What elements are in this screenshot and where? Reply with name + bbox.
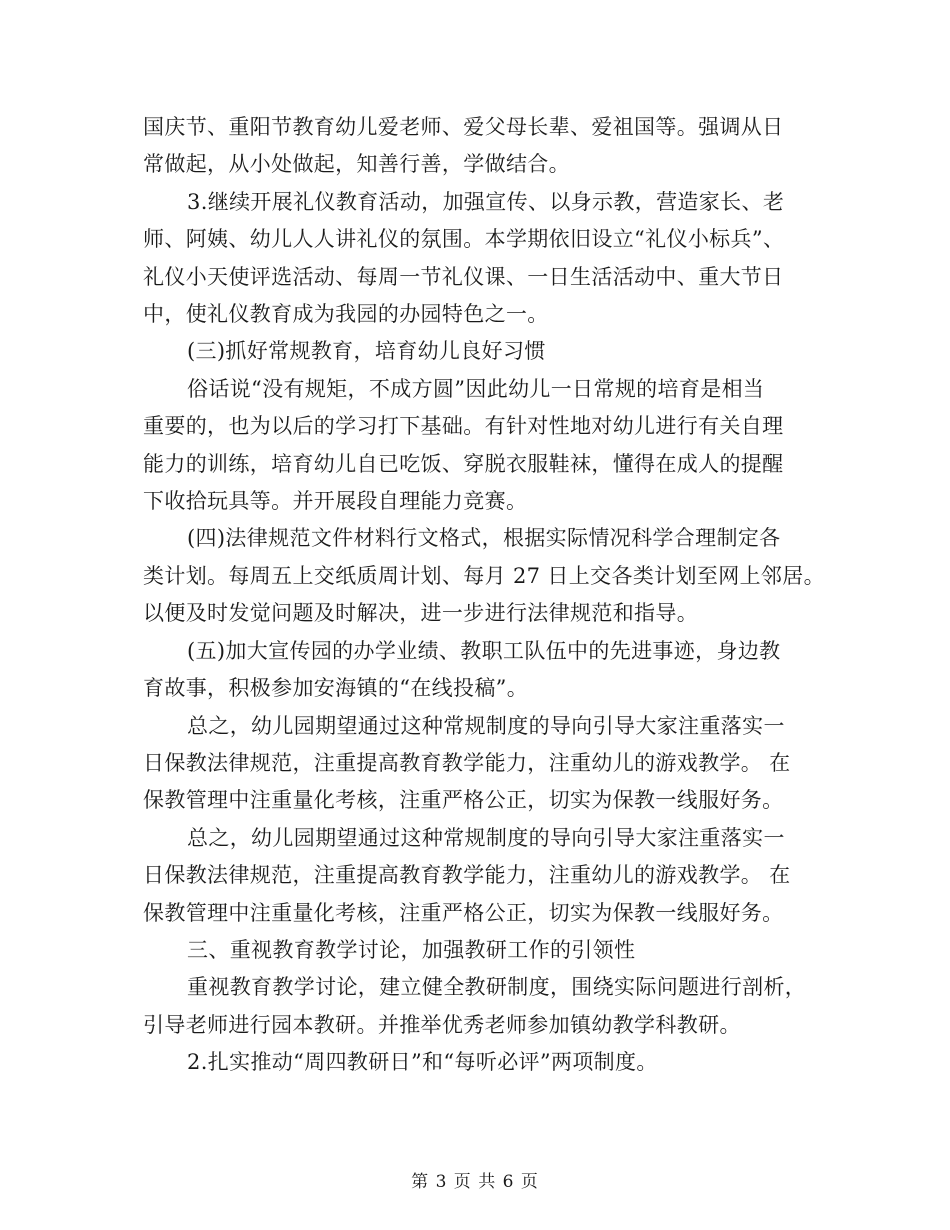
text-line: 重要的，也为以后的学习打下基础。有针对性地对幼儿进行有关自理: [143, 414, 784, 439]
text-line: 以便及时发觉问题及时解决，进一步进行法律规范和指导。: [143, 601, 699, 626]
text-line: 2.扎实推动“周四教研日”和“每听必评”两项制度。: [187, 1050, 658, 1075]
text-line: 3.继续开展礼仪教育活动，加强宣传、以身示教，营造家长、老: [187, 189, 785, 214]
text-line: 类计划。每周五上交纸质周计划、每月 27 日上交各类计划至网上邻居。: [143, 563, 825, 588]
text-line: 总之，幼儿园期望通过这种常规制度的导向引导大家注重落实一: [187, 713, 785, 738]
text-line: (四)法律规范文件材料行文格式，根据实际情况科学合理制定各: [187, 526, 781, 551]
text-line: 俗话说“没有规矩，不成方圆”因此幼儿一日常规的培育是相当: [187, 376, 765, 401]
text-line: 育故事，积极参加安海镇的“在线投稿”。: [143, 676, 529, 701]
text-line: 总之，幼儿园期望通过这种常规制度的导向引导大家注重落实一: [187, 825, 785, 850]
text-line: 中，使礼仪教育成为我园的办园特色之一。: [143, 302, 549, 327]
text-line: 下收拾玩具等。并开展段自理能力竞赛。: [143, 489, 528, 514]
text-line: (五)加大宣传园的办学业绩、教职工队伍中的先进事迹，身边教: [187, 638, 781, 663]
document-body: [143, 109, 825, 1082]
text-line: 三、重视教育教学讨论，加强教研工作的引领性: [187, 937, 636, 962]
text-line: (三)抓好常规教育，培育幼儿良好习惯: [187, 339, 546, 364]
text-line: 能力的训练，培育幼儿自已吃饭、穿脱衣服鞋袜，懂得在成人的提醒: [143, 451, 784, 476]
text-line: 师、阿姨、幼儿人人讲礼仪的氛围。本学期依旧设立“礼仪小标兵”、: [143, 227, 785, 252]
text-line: 保教管理中注重量化考核，注重严格公正，切实为保教一线服好务。: [143, 900, 784, 925]
text-line: 日保教法律规范，注重提高教育教学能力，注重幼儿的游戏教学。 在: [143, 750, 791, 775]
text-line: 引导老师进行园本教研。并推举优秀老师参加镇幼教学科教研。: [143, 1012, 741, 1037]
text-line: 国庆节、重阳节教育幼儿爱老师、爱父母长辈、爱祖国等。强调从日: [143, 115, 784, 139]
page-number: 第 3 页 共 6 页: [411, 1172, 539, 1192]
text-line: 常做起，从小处做起，知善行善，学做结合。: [143, 152, 570, 177]
text-line: 保教管理中注重量化考核，注重严格公正，切实为保教一线服好务。: [143, 788, 784, 813]
text-line: 礼仪小天使评选活动、每周一节礼仪课、一日生活活动中、重大节日: [143, 264, 784, 289]
text-line: 重视教育教学讨论，建立健全教研制度，围绕实际问题进行剖析，: [187, 975, 807, 1000]
text-line: 日保教法律规范，注重提高教育教学能力，注重幼儿的游戏教学。 在: [143, 863, 791, 888]
